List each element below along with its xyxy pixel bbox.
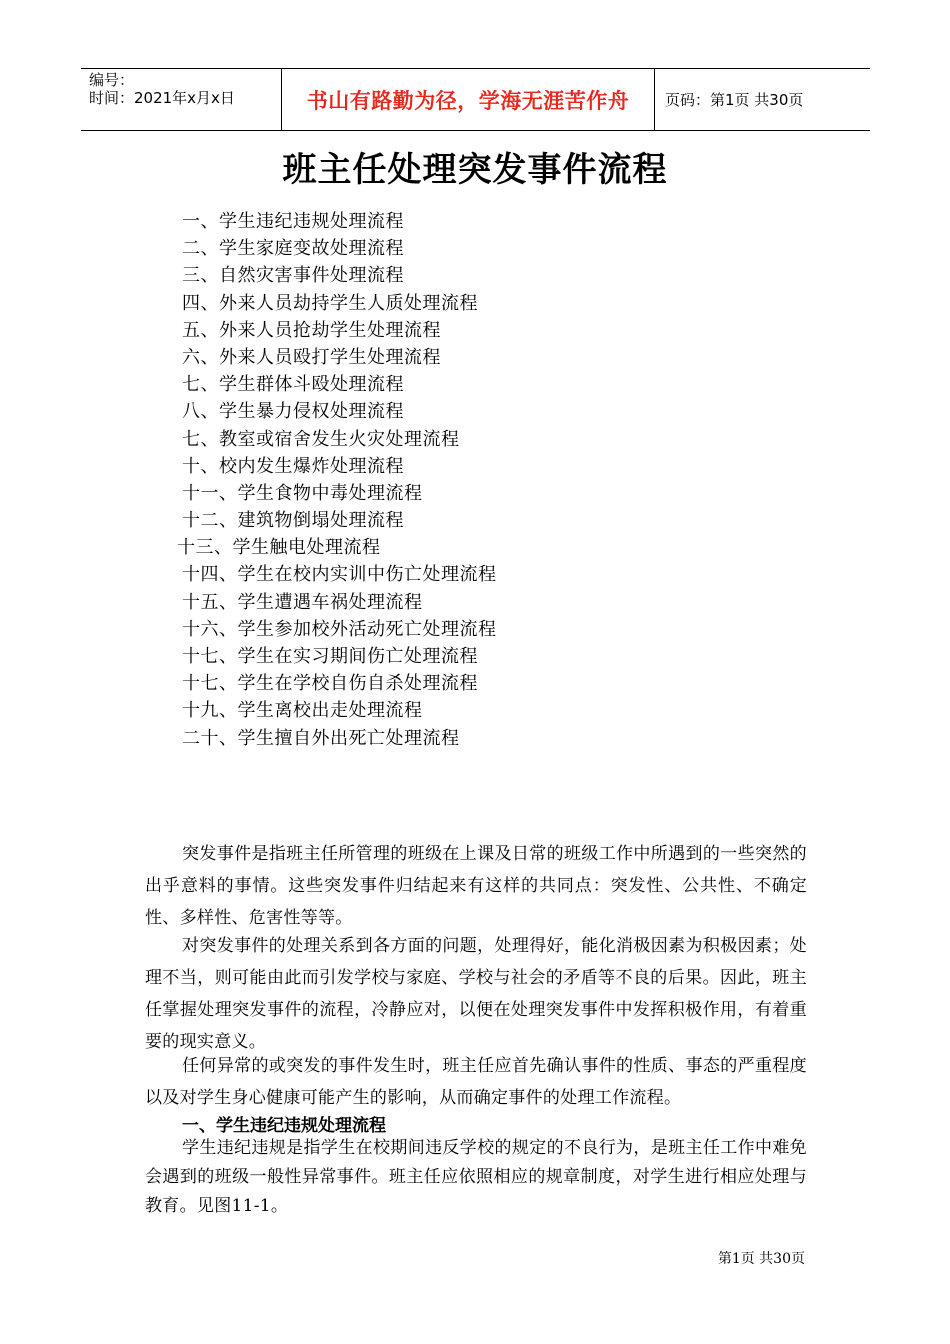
document-date-label: 时间：2021年x月x日 (89, 89, 235, 107)
toc-item: 十九、学生离校出走处理流程 (182, 700, 423, 722)
toc-item: 十七、学生在学校自伤自杀处理流程 (182, 673, 478, 695)
section-paragraph: 学生违纪违规是指学生在校期间违反学校的规定的不良行为，是班主任工作中难免会遇到的班级一般性异常事件。班主任应依照相应的规章制度，对学生进行相应处理与教育。见图11-1。 (145, 1138, 807, 1216)
importance-paragraph: 对突发事件的处理关系到各方面的问题，处理得好，能化消极因素为积极因素；处理不当，则可能由此而引发学校与家庭、学校与社会的矛盾等不良的后果。因此，班主任掌握处理突发事件的流程，冷静应对，以便在处理突发事件中发挥积极作用，有着重要的现实意义。 (145, 936, 807, 1052)
header-motto-cell (282, 69, 655, 130)
toc-item: 七、教室或宿舍发生火灾处理流程 (182, 428, 460, 450)
toc-item: 二十、学生擅自外出死亡处理流程 (182, 727, 460, 749)
toc-item: 七、学生群体斗殴处理流程 (182, 374, 404, 396)
toc-item: 二、学生家庭变故处理流程 (182, 238, 404, 260)
table-of-contents (177, 208, 497, 752)
toc-item: 十四、学生在校内实训中伤亡处理流程 (182, 564, 497, 586)
toc-item: 八、学生暴力侵权处理流程 (182, 401, 404, 423)
page-header (81, 68, 870, 131)
document-number-label: 编号： (89, 71, 135, 89)
toc-item: 六、外来人员殴打学生处理流程 (182, 346, 441, 368)
toc-item: 十三、学生触电处理流程 (177, 537, 381, 559)
header-page-label: 页码：第1页 共30页 (665, 91, 804, 109)
procedure-paragraph: 任何异常的或突发的事件发生时，班主任应首先确认事件的性质、事态的严重程度以及对学生身心健康可能产生的影响，从而确定事件的处理工作流程。 (145, 1056, 807, 1108)
toc-item: 十、校内发生爆炸处理流程 (182, 455, 404, 477)
header-meta-cell (81, 69, 282, 130)
toc-item: 十六、学生参加校外活动死亡处理流程 (182, 618, 497, 640)
toc-item: 十七、学生在实习期间伤亡处理流程 (182, 646, 478, 667)
toc-item: 三、自然灾害事件处理流程 (182, 265, 404, 287)
toc-item: 十五、学生遭遇车祸处理流程 (182, 591, 423, 613)
section-heading: 一、学生违纪违规处理流程 (182, 1116, 386, 1136)
toc-item: 五、外来人员抢劫学生处理流程 (182, 319, 441, 341)
document-title: 班主任处理突发事件流程 (282, 150, 668, 190)
toc-item: 十二、建筑物倒塌处理流程 (182, 510, 404, 532)
toc-item: 十一、学生食物中毒处理流程 (182, 482, 423, 504)
page-footer: 第1页 共30页 (717, 1251, 805, 1267)
header-motto: 书山有路勤为径，学海无涯苦作舟 (306, 88, 630, 113)
header-page-cell (655, 69, 870, 130)
intro-paragraph: 突发事件是指班主任所管理的班级在上课及日常的班级工作中所遇到的一些突然的出乎意料的事情。这些突发事件归结起来有这样的共同点：突发性、公共性、不确定性、多样性、危害性等等。 (145, 844, 807, 928)
toc-item: 四、外来人员劫持学生人质处理流程 (182, 292, 478, 314)
toc-item: 一、学生违纪违规处理流程 (182, 211, 404, 232)
